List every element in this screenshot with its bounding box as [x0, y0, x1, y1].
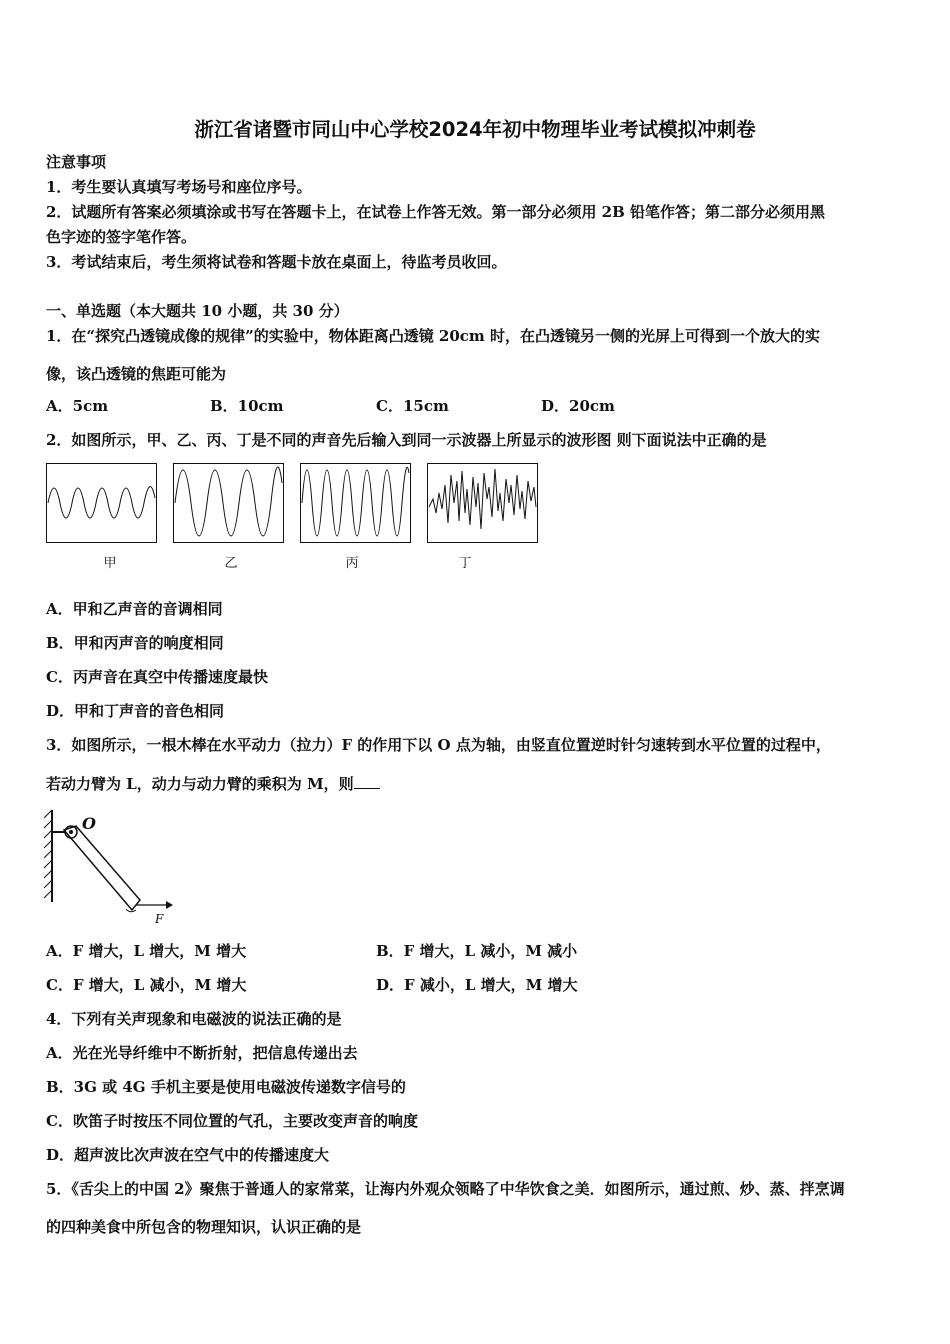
q4-option-c: C．吹笛子时按压不同位置的气孔，主要改变声音的响度: [46, 1112, 418, 1130]
question-5-line2: 的四种美食中所包含的物理知识，认识正确的是: [46, 1218, 362, 1236]
question-4-stem: 4．下列有关声现象和电磁波的说法正确的是: [46, 1010, 342, 1028]
question-3-line2: [46, 774, 380, 793]
q1-option-c: C．15cm: [376, 397, 449, 415]
q1-option-b: B．10cm: [210, 397, 284, 415]
pivot-label: O: [82, 814, 96, 833]
waveform-jia: [46, 463, 157, 543]
waveform-bing: [300, 463, 411, 543]
q2-option-d: D．甲和丁声音的音色相同: [46, 702, 225, 720]
q3-option-c: C．F 增大，L 减小，M 增大: [46, 976, 247, 994]
q1-option-d: D．20cm: [541, 397, 615, 415]
q2-option-b: B．甲和丙声音的响度相同: [46, 634, 224, 652]
question-3-line2-text: 若动力臂为 L，动力与动力臂的乘积为 M，则: [46, 775, 354, 793]
question-1-line1: 1．在“探究凸透镜成像的规律”的实验中，物体距离凸透镜 20cm 时，在凸透镜另一侧的光屏上可得到一个放大的实: [46, 327, 821, 345]
notice-item: 1．考生要认真填写考场号和座位序号。: [46, 178, 312, 196]
q4-option-a: A．光在光导纤维中不断折射，把信息传递出去: [46, 1044, 358, 1062]
notice-heading: 注意事项: [46, 153, 107, 171]
notice-item: 色字迹的签字笔作答。: [46, 228, 197, 246]
wave-label-ding: 丁: [458, 556, 472, 571]
question-3-line1: 3．如图所示，一根木棒在水平动力（拉力）F 的作用下以 O 点为轴，由竖直位置逆时针匀速转到水平位置的过程中，: [46, 736, 831, 754]
q3-option-a: A．F 增大，L 增大，M 增大: [46, 942, 247, 960]
waveform-ding: [427, 463, 538, 543]
force-label: F: [155, 912, 164, 926]
q3-option-b: B．F 增大，L 减小，M 减小: [376, 942, 578, 960]
q4-option-b: B．3G 或 4G 手机主要是使用电磁波传递数字信号的: [46, 1078, 406, 1096]
waveform-yi: [173, 463, 284, 543]
wave-label-bing: 丙: [345, 556, 359, 571]
notice-item: 3．考试结束后，考生须将试卷和答题卡放在桌面上，待监考员收回。: [46, 253, 507, 271]
q2-option-c: C．丙声音在真空中传播速度最快: [46, 668, 268, 686]
section-heading: 一、单选题（本大题共 10 小题，共 30 分）: [46, 302, 349, 320]
notice-item: 2．试题所有答案必须填涂或书写在答题卡上，在试卷上作答无效。第一部分必须用 2B 铅笔作答；第二部分必须用黑: [46, 203, 826, 221]
wave-label-jia: 甲: [103, 556, 117, 571]
wave-label-yi: 乙: [224, 556, 238, 571]
question-5-line1: 5．《舌尖上的中国 2》聚焦于普通人的家常菜，让海内外观众领略了中华饮食之美．如图所示，通过煎、炒、蒸、拌烹调: [46, 1180, 845, 1198]
q2-option-a: A．甲和乙声音的音调相同: [46, 600, 223, 618]
exam-title: 浙江省诸暨市同山中心学校2024年初中物理毕业考试模拟冲刺卷: [194, 118, 756, 141]
q3-option-d: D．F 减小，L 增大，M 增大: [376, 976, 578, 994]
q4-option-d: D．超声波比次声波在空气中的传播速度大: [46, 1146, 330, 1164]
q1-option-a: A．5cm: [46, 397, 109, 415]
question-2-stem: 2．如图所示，甲、乙、丙、丁是不同的声音先后输入到同一示波器上所显示的波形图 则下面说法中正确的是: [46, 431, 767, 449]
answer-blank: [354, 774, 380, 789]
lever-diagram: [40, 804, 175, 926]
question-1-line2: 像，该凸透镜的焦距可能为: [46, 365, 227, 383]
